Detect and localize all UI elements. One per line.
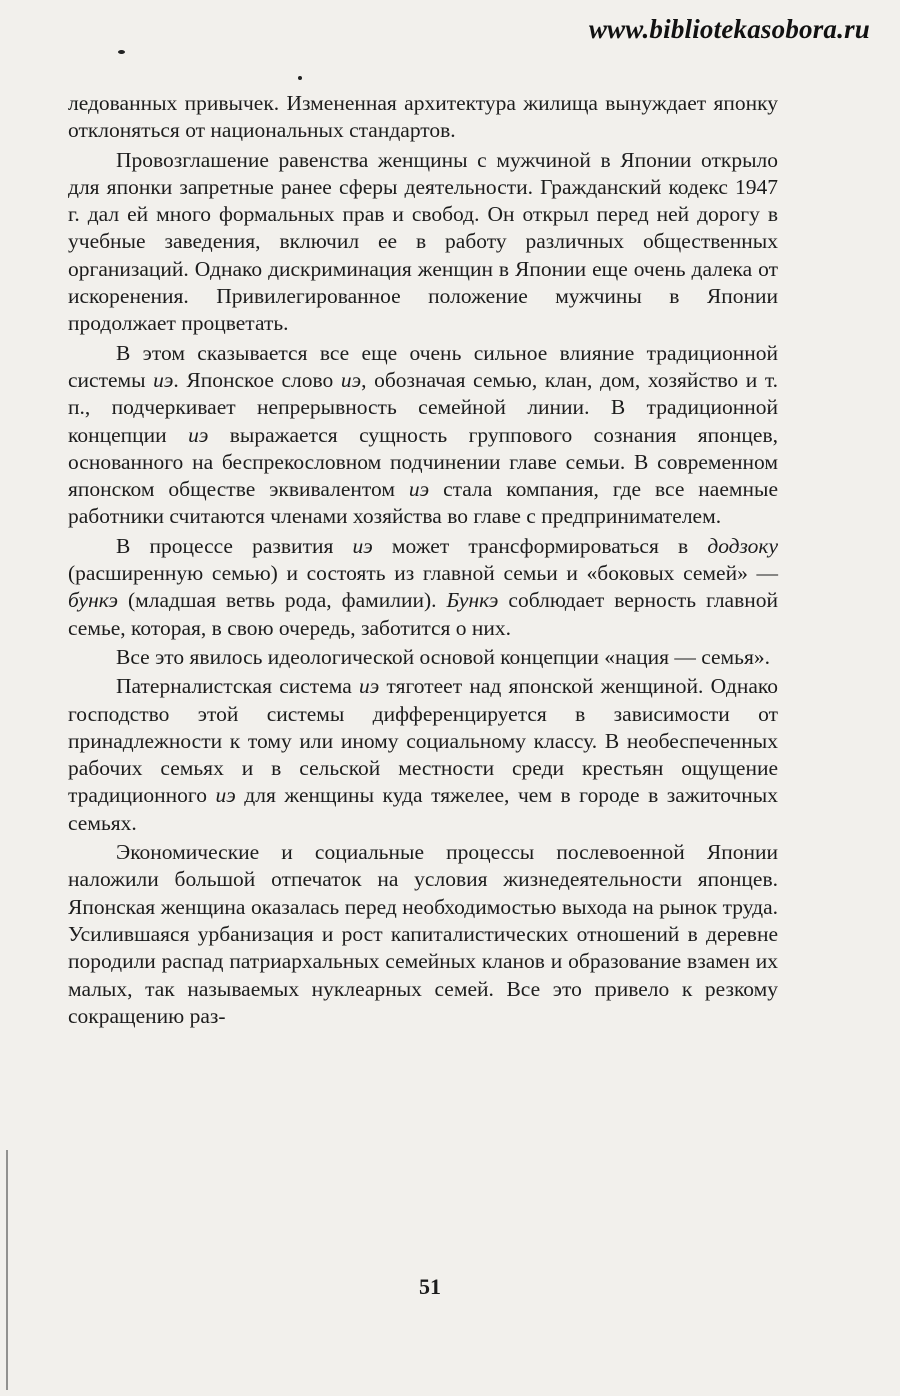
paragraph: ледованных привычек. Измененная архитектура жилища вынуждает японку отклоняться от национальных стандартов. [68,91,778,143]
watermark-url: www.bibliotekasobora.ru [588,14,870,44]
scan-edge-line [6,1150,8,1390]
page-number: 51 [419,1274,441,1299]
paragraph: В процессе развития иэ может трансформироваться в додзоку (расширенную семью) и состоять из главной семьи и «боковых семей» — бункэ (младшая ветвь рода, фамилии). Бункэ соблюдает верность главной семье, которая, в свою очередь, заботится о них. [68,533,778,640]
paragraph: Провозглашение равенства женщины с мужчиной в Японии открыло для японки запретные ранее сферы деятельности. Гражданский кодекс 1947 г. дал ей много формальных прав и свобод. Он открыл перед ней дорогу в учебные заведения, включил ее в работу различных общественных организаций. Однако дискриминация женщин в Японии еще очень далека от искоренения. Привилегированное положение мужчины в Японии продолжает процветать. [68,147,778,336]
ink-speck [118,50,125,54]
paragraph: Все это явилось идеологической основой концепции «нация — семья». [116,644,770,669]
paragraph: В этом сказывается все еще очень сильное влияние традиционной системы иэ. Японское слово иэ, обозначая семью, клан, дом, хозяйство и т. п., подчеркивает непрерывность семейной линии. В традиционной концепции иэ выражается сущность группового сознания японцев, основанного на беспрекословном подчинении главе семьи. В современном японском обществе эквивалентом иэ стала компания, где все наемные работники считаются членами хозяйства во главе с предпринимателем. [68,340,778,529]
page-body [68,90,778,1032]
paragraph: Экономические и социальные процессы послевоенной Японии наложили большой отпечаток на условия жизнедеятельности японцев. Японская женщина оказалась перед необходимостью выхода на рынок труда. Усилившаяся урбанизация и рост капиталистических отношений в деревне породили распад патриархальных семейных кланов и образование взамен их малых, так называемых нуклеарных семей. Все это привело к резкому сокращению раз- [68,840,778,1028]
paragraph: Патерналистская система иэ тяготеет над японской женщиной. Однако господство этой системы дифференцируется в зависимости от принадлежности к тому или иному социальному классу. В необеспеченных рабочих семьях и в сельской местности среди крестьян ощущение традиционного иэ для женщины куда тяжелее, чем в городе в зажиточных семьях. [68,674,779,835]
ink-speck [298,76,302,80]
